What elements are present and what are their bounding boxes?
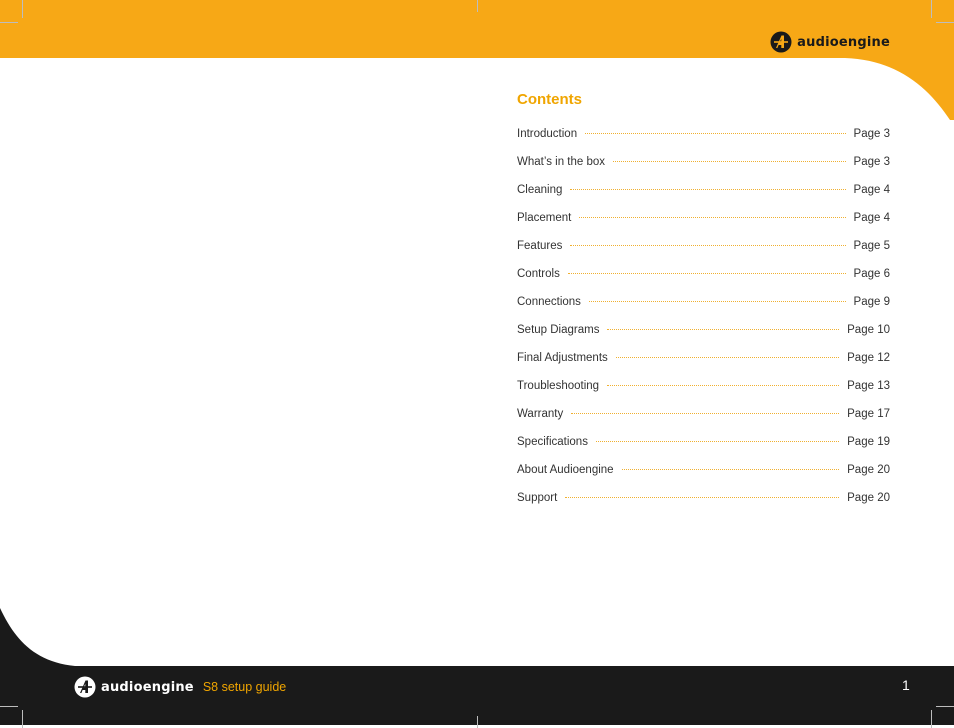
toc-dotted-leader — [565, 497, 839, 498]
crop-mark — [931, 0, 932, 18]
toc-dotted-leader — [607, 329, 839, 330]
toc-entry[interactable] — [517, 428, 890, 456]
toc-entry-title: Support — [517, 492, 558, 504]
page-number: 1 — [902, 677, 910, 693]
crop-mark — [0, 706, 18, 707]
toc-dotted-leader — [579, 217, 845, 218]
toc-dotted-leader — [570, 189, 845, 190]
crop-mark — [22, 710, 23, 728]
toc-dotted-leader — [568, 273, 846, 274]
toc-entry-title: Placement — [517, 212, 572, 224]
toc-entry-page: Page 19 — [847, 436, 890, 448]
toc-entry-title: Final Adjustments — [517, 352, 608, 364]
toc-entry[interactable] — [517, 400, 890, 428]
toc-entry[interactable] — [517, 456, 890, 484]
toc-entry-title: What’s in the box — [517, 156, 606, 168]
crop-mark — [22, 0, 23, 18]
toc-entry-page: Page 9 — [853, 296, 890, 308]
toc-dotted-leader — [622, 469, 840, 470]
toc-entry-page: Page 12 — [847, 352, 890, 364]
toc-list — [517, 120, 890, 512]
crop-mark — [936, 706, 954, 707]
toc-entry-title: Troubleshooting — [517, 380, 600, 392]
toc-entry[interactable] — [517, 176, 890, 204]
toc-dotted-leader — [585, 133, 845, 134]
toc-dotted-leader — [596, 441, 839, 442]
audioengine-logo-icon — [74, 676, 96, 698]
header-brand-logo — [770, 30, 890, 54]
toc-entry[interactable] — [517, 316, 890, 344]
toc-dotted-leader — [570, 245, 845, 246]
toc-dotted-leader — [589, 301, 846, 302]
toc-entry-page: Page 10 — [847, 324, 890, 336]
toc-entry[interactable] — [517, 232, 890, 260]
footer-brand-logo — [74, 676, 286, 698]
toc-dotted-leader — [616, 357, 839, 358]
toc-entry-page: Page 3 — [853, 128, 890, 140]
toc-entry-title: Features — [517, 240, 563, 252]
toc-entry-title: Specifications — [517, 436, 588, 448]
toc-dotted-leader — [613, 161, 846, 162]
toc-entry-page: Page 5 — [853, 240, 890, 252]
toc-entry-page: Page 3 — [853, 156, 890, 168]
toc-entry-page: Page 4 — [853, 184, 890, 196]
contents-section — [517, 90, 890, 512]
toc-entry-page: Page 17 — [847, 408, 890, 420]
crop-mark — [936, 22, 954, 23]
toc-entry[interactable] — [517, 148, 890, 176]
toc-entry[interactable] — [517, 344, 890, 372]
toc-entry[interactable] — [517, 484, 890, 512]
guide-label: S8 setup guide — [202, 680, 287, 694]
footer-band — [0, 600, 954, 728]
toc-dotted-leader — [571, 413, 839, 414]
toc-entry[interactable] — [517, 288, 890, 316]
audioengine-logo-icon — [770, 31, 792, 53]
toc-entry[interactable] — [517, 120, 890, 148]
toc-dotted-leader — [607, 385, 839, 386]
toc-entry[interactable] — [517, 260, 890, 288]
toc-entry-title: About Audioengine — [517, 464, 614, 476]
toc-entry-title: Connections — [517, 296, 581, 308]
toc-entry-page: Page 13 — [847, 380, 890, 392]
toc-entry-page: Page 20 — [847, 464, 890, 476]
crop-mark — [931, 710, 932, 728]
toc-entry-page: Page 4 — [853, 212, 890, 224]
toc-entry-title: Warranty — [517, 408, 564, 420]
crop-mark — [477, 0, 478, 12]
crop-mark — [477, 716, 478, 728]
header-brand-name: audioengine — [797, 34, 890, 50]
toc-entry[interactable] — [517, 204, 890, 232]
toc-entry-page: Page 6 — [853, 268, 890, 280]
toc-entry-title: Setup Diagrams — [517, 324, 600, 336]
footer-brand-name: audioengine — [101, 679, 194, 695]
crop-mark — [0, 22, 18, 23]
toc-entry-title: Introduction — [517, 128, 578, 140]
toc-entry-page: Page 20 — [847, 492, 890, 504]
toc-entry-title: Cleaning — [517, 184, 563, 196]
toc-entry-title: Controls — [517, 268, 560, 280]
toc-entry[interactable] — [517, 372, 890, 400]
contents-title: Contents — [517, 91, 582, 108]
